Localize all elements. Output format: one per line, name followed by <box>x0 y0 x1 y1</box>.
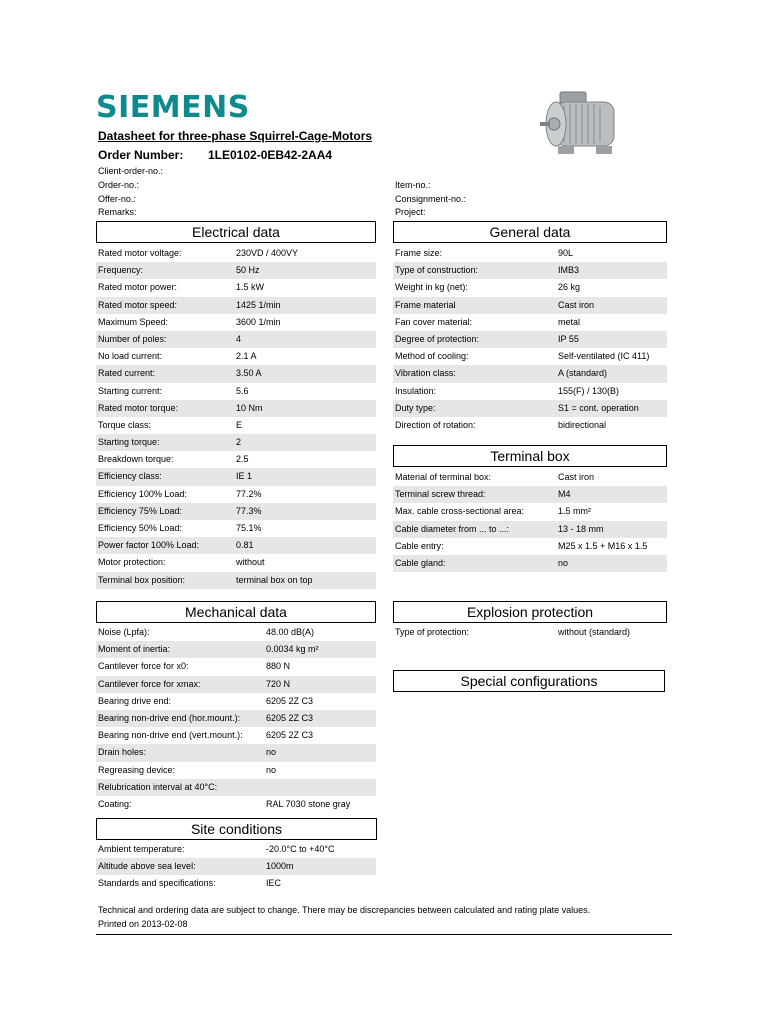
order-value: 1LE0102-0EB42-2AA4 <box>208 148 333 162</box>
row-label: Rated motor speed: <box>98 299 178 310</box>
row-value: 1.5 mm² <box>558 506 592 517</box>
table-row <box>96 779 376 796</box>
table-row <box>96 858 376 875</box>
table-row <box>96 365 376 382</box>
row-value: 77.2% <box>236 488 262 499</box>
disclaimer-note: Technical and ordering data are subject to change. There may be discrepancies between calculated and rating plate values. <box>98 905 591 915</box>
table-row <box>393 245 667 262</box>
row-label: Starting current: <box>98 385 163 396</box>
row-label: Standards and specifications: <box>98 878 216 889</box>
row-value: 720 N <box>266 678 291 689</box>
table-row <box>96 676 376 693</box>
table-row <box>96 400 376 417</box>
row-value: Cast iron <box>558 299 595 310</box>
general-data-table <box>393 245 667 434</box>
table-row <box>96 554 376 571</box>
row-value: M25 x 1.5 + M16 x 1.5 <box>558 540 648 551</box>
table-row <box>96 503 376 520</box>
site-conditions-table <box>96 841 376 893</box>
row-value: no <box>558 557 569 568</box>
table-row <box>96 727 376 744</box>
table-row <box>393 417 667 434</box>
table-row <box>96 796 376 813</box>
table-row <box>96 841 376 858</box>
row-label: Starting torque: <box>98 437 160 448</box>
row-value: 13 - 18 mm <box>558 523 604 534</box>
mechanical-data-heading: Mechanical data <box>96 601 376 623</box>
row-label: Cable diameter from ... to ...: <box>395 523 510 534</box>
row-label: Cantilever force for xmax: <box>98 678 201 689</box>
row-label: Bearing non-drive end (hor.mount.): <box>98 712 241 723</box>
table-row <box>393 503 667 520</box>
row-label: Cable gland: <box>395 557 446 568</box>
order-no: Order-no.: <box>98 180 140 190</box>
row-value: no <box>266 747 277 758</box>
row-label: Frequency: <box>98 265 144 276</box>
row-value: 155(F) / 130(B) <box>558 385 620 396</box>
terminal-box-table <box>393 469 667 572</box>
row-label: Power factor 100% Load: <box>98 540 200 551</box>
printed-date: Printed on 2013-02-08 <box>98 919 188 929</box>
row-value: 880 N <box>266 661 291 672</box>
table-row <box>96 297 376 314</box>
table-row <box>393 314 667 331</box>
row-value: RAL 7030 stone gray <box>266 798 351 809</box>
row-label: Frame size: <box>395 248 443 258</box>
row-value: 50 Hz <box>236 265 260 276</box>
row-label: Efficiency 100% Load: <box>98 488 187 499</box>
row-value: 77.3% <box>236 505 262 516</box>
table-row <box>96 693 376 710</box>
row-value: 6205 2Z C3 <box>266 730 314 741</box>
bottom-rule <box>96 934 672 935</box>
table-row <box>96 451 376 468</box>
row-value: M4 <box>558 489 571 500</box>
row-value: 1425 1/min <box>236 299 281 310</box>
table-row <box>96 641 376 658</box>
row-value: 75.1% <box>236 523 262 533</box>
row-value: 26 kg <box>558 282 581 293</box>
row-label: Efficiency 50% Load: <box>98 523 182 533</box>
row-label: Weight in kg (net): <box>395 282 468 293</box>
terminal-box-heading: Terminal box <box>393 445 667 467</box>
row-label: Bearing drive end: <box>98 695 172 706</box>
row-label: Efficiency 75% Load: <box>98 505 182 516</box>
row-value: terminal box on top <box>236 574 313 585</box>
row-value: IP 55 <box>558 333 579 344</box>
offer-no: Offer-no.: <box>98 194 136 204</box>
row-value: without (standard) <box>558 627 631 637</box>
row-value: 3600 1/min <box>236 316 281 327</box>
row-value: 2.1 A <box>236 351 257 362</box>
electrical-data-heading: Electrical data <box>96 221 376 243</box>
row-value: 4 <box>236 333 242 344</box>
row-label: Breakdown torque: <box>98 454 174 465</box>
remarks: Remarks: <box>98 207 137 217</box>
client-order-no: Client-order-no.: <box>98 166 164 176</box>
row-value: IEC <box>266 878 282 889</box>
table-row <box>96 572 376 589</box>
row-value: 2.5 <box>236 454 249 465</box>
row-label: Bearing non-drive end (vert.mount.): <box>98 730 243 741</box>
row-label: Torque class: <box>98 419 152 430</box>
row-label: Altitude above sea level: <box>98 861 196 872</box>
table-row <box>393 469 667 486</box>
table-row <box>96 468 376 485</box>
table-row <box>96 658 376 675</box>
row-label: Maximum Speed: <box>98 316 169 327</box>
special-configurations-heading: Special configurations <box>393 670 665 692</box>
row-label: Vibration class: <box>395 368 456 379</box>
row-value: 0.0034 kg m² <box>266 644 319 655</box>
row-label: Cable entry: <box>395 540 444 551</box>
row-value: E <box>236 419 243 430</box>
table-row <box>96 331 376 348</box>
table-row <box>96 537 376 554</box>
table-row <box>96 383 376 400</box>
row-value: 1.5 kW <box>236 282 265 293</box>
row-label: Rated current: <box>98 368 156 379</box>
table-row <box>393 383 667 400</box>
table-row <box>96 314 376 331</box>
table-row <box>393 331 667 348</box>
row-label: Number of poles: <box>98 333 167 344</box>
mechanical-data-table <box>96 624 376 813</box>
row-value: without <box>236 557 265 568</box>
consignment-no: Consignment-no.: <box>395 194 467 204</box>
table-row <box>393 365 667 382</box>
table-row <box>393 624 667 641</box>
row-value: 90L <box>558 248 574 258</box>
row-value: metal <box>558 316 581 327</box>
table-row <box>96 279 376 296</box>
row-label: Cantilever force for x0: <box>98 661 189 672</box>
row-label: Material of terminal box: <box>395 472 492 482</box>
motor-image <box>538 88 628 160</box>
row-label: Rated motor power: <box>98 282 178 293</box>
row-value: Self-ventilated (IC 411) <box>558 351 650 362</box>
row-value: 3.50 A <box>236 368 262 379</box>
general-data-heading: General data <box>393 221 667 243</box>
row-label: No load current: <box>98 351 163 362</box>
item-no: Item-no.: <box>395 180 431 190</box>
row-value: 0.81 <box>236 540 254 551</box>
row-label: Terminal screw thread: <box>395 489 486 500</box>
row-value: 230VD / 400VY <box>236 248 299 258</box>
row-label: Motor protection: <box>98 557 166 568</box>
siemens-logo: SIEMENS <box>96 90 250 125</box>
table-row <box>96 486 376 503</box>
row-label: Frame material <box>395 299 456 310</box>
row-value: Cast iron <box>558 472 595 482</box>
row-value: IMB3 <box>558 265 580 276</box>
row-label: Moment of inertia: <box>98 644 171 655</box>
table-row <box>393 555 667 572</box>
table-row <box>96 875 376 892</box>
explosion-protection-heading: Explosion protection <box>393 601 667 623</box>
electrical-data-table <box>96 245 376 589</box>
row-label: Rated motor torque: <box>98 402 179 413</box>
row-label: Efficiency class: <box>98 471 162 482</box>
table-row <box>96 624 376 641</box>
row-value: IE 1 <box>236 471 253 482</box>
table-row <box>393 348 667 365</box>
explosion-protection-table <box>393 624 667 641</box>
row-label: Max. cable cross-sectional area: <box>395 506 525 517</box>
table-row <box>393 521 667 538</box>
row-label: Rated motor voltage: <box>98 248 182 258</box>
row-value: 1000m <box>266 861 294 872</box>
table-row <box>393 486 667 503</box>
table-row <box>96 434 376 451</box>
row-value: 6205 2Z C3 <box>266 695 314 706</box>
row-label: Duty type: <box>395 402 436 413</box>
project: Project: <box>395 207 426 217</box>
row-value: 2 <box>236 437 242 448</box>
row-value: -20.0°C to +40°C <box>266 844 335 854</box>
order-number <box>98 148 333 162</box>
order-label: Order Number: <box>98 148 184 162</box>
row-label: Type of construction: <box>395 265 479 276</box>
table-row <box>96 520 376 537</box>
row-label: Drain holes: <box>98 747 147 758</box>
row-label: Insulation: <box>395 385 437 396</box>
row-value: 10 Nm <box>236 402 263 413</box>
row-label: Ambient temperature: <box>98 844 185 854</box>
row-label: Degree of protection: <box>395 333 480 344</box>
table-row <box>393 262 667 279</box>
row-value: 48.00 dB(A) <box>266 627 315 637</box>
table-row <box>96 417 376 434</box>
datasheet-title: Datasheet for three-phase Squirrel-Cage-Motors <box>98 129 373 143</box>
row-value: no <box>266 764 277 775</box>
row-value: S1 = cont. operation <box>558 402 639 413</box>
table-row <box>393 400 667 417</box>
row-label: Noise (Lpfa): <box>98 627 150 637</box>
table-row <box>96 744 376 761</box>
row-label: Method of cooling: <box>395 351 469 362</box>
row-label: Coating: <box>98 798 132 809</box>
table-row <box>393 538 667 555</box>
row-label: Type of protection: <box>395 627 470 637</box>
table-row <box>96 245 376 262</box>
row-label: Terminal box position: <box>98 574 186 585</box>
row-label: Direction of rotation: <box>395 419 476 430</box>
table-row <box>96 348 376 365</box>
row-label: Relubrication interval at 40°C: <box>98 781 218 792</box>
row-value: 6205 2Z C3 <box>266 712 314 723</box>
table-row <box>393 297 667 314</box>
site-conditions-heading: Site conditions <box>96 818 377 840</box>
table-row <box>393 279 667 296</box>
row-value: 5.6 <box>236 385 249 396</box>
table-row <box>96 762 376 779</box>
row-value: A (standard) <box>558 368 608 379</box>
row-value: bidirectional <box>558 419 607 430</box>
table-row <box>96 262 376 279</box>
row-label: Regreasing device: <box>98 764 176 775</box>
row-label: Fan cover material: <box>395 316 473 327</box>
table-row <box>96 710 376 727</box>
